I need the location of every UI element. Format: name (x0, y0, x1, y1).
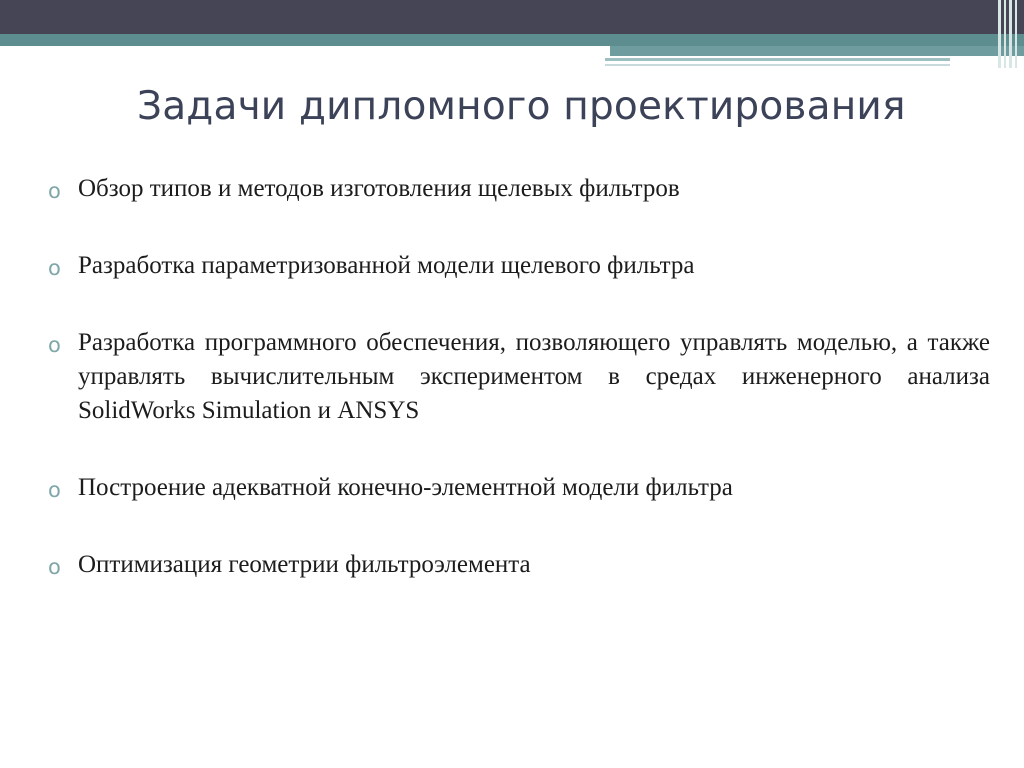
bullet-text: Разработка параметризованной модели щелевого фильтра (78, 252, 695, 279)
slide-title: Задачи дипломного проектирования (137, 84, 906, 129)
bullet-list (44, 172, 990, 625)
header-band (0, 0, 1024, 34)
decorative-line (605, 58, 950, 61)
bullet-circle-icon: o (48, 478, 61, 502)
list-item (44, 326, 990, 428)
bullet-text: Построение адекватной конечно-элементной модели фильтра (78, 474, 733, 501)
bullet-circle-icon: o (48, 555, 61, 579)
list-item (44, 172, 990, 206)
list-item (44, 471, 990, 505)
accent-stripe-lower (610, 46, 1024, 56)
decorative-line (605, 64, 950, 66)
bullet-circle-icon: o (48, 256, 61, 280)
bullet-text: Обзор типов и методов изготовления щелевых фильтров (78, 175, 680, 202)
bullet-text: Оптимизация геометрии фильтроэлемента (78, 551, 531, 578)
bullet-circle-icon: o (48, 179, 61, 203)
bullet-circle-icon: o (48, 333, 61, 357)
decorative-vertical-bars (994, 0, 1024, 68)
list-item (44, 548, 990, 582)
accent-stripe (0, 34, 1024, 46)
list-item (44, 249, 990, 283)
bullet-text: Разработка программного обеспечения, позволяющего управлять моделью, а также управлять вычислительным экспериментом в средах инженерного анализа SolidWorks Simulation и ANSYS (78, 329, 990, 424)
